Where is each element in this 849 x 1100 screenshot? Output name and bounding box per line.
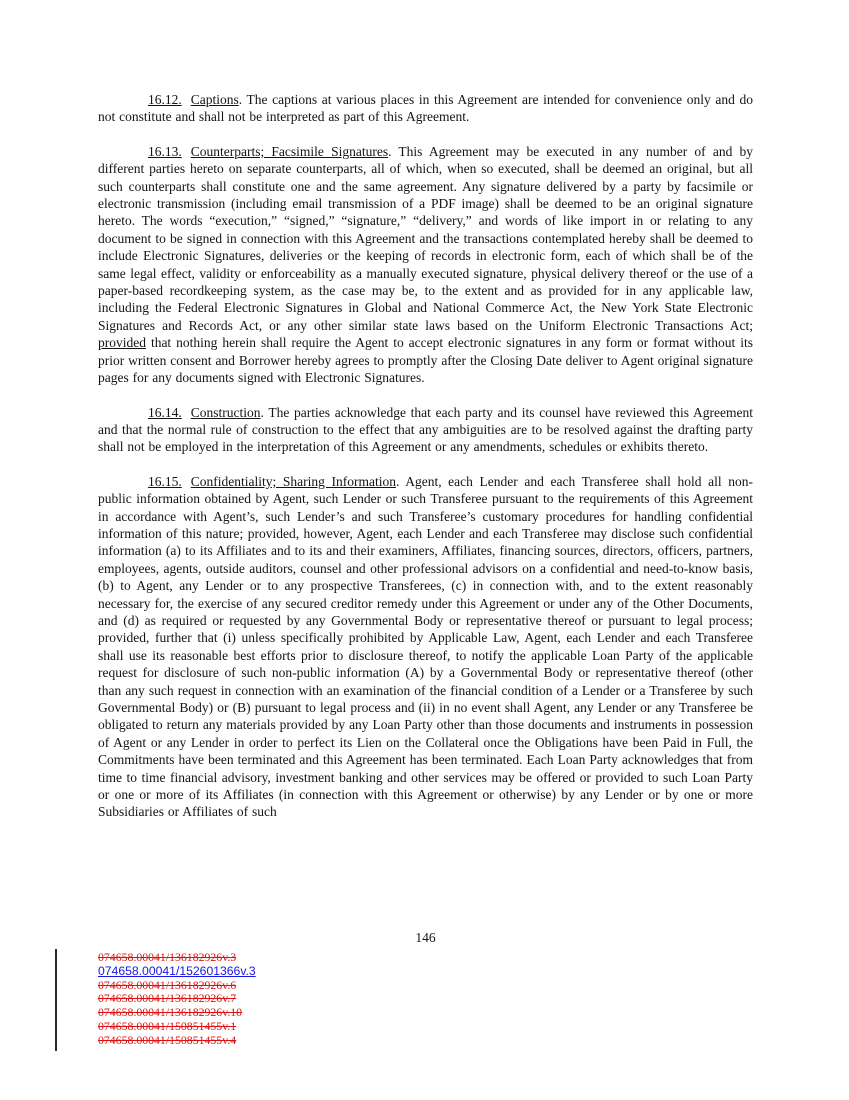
section-number: 16.15.	[148, 473, 182, 489]
doc-stamp: 074658.00041/152601366v.3	[98, 963, 256, 978]
section-number: 16.13.	[148, 143, 182, 159]
doc-stamp: 074658.00041/136182926v.10	[98, 1005, 243, 1020]
section-title: Confidentiality; Sharing Information	[190, 473, 396, 489]
section-16-12	[98, 91, 753, 126]
doc-stamp: 074658.00041/150851455v.4	[98, 1032, 237, 1047]
section-title: Construction	[190, 404, 261, 420]
document-body	[98, 91, 753, 821]
section-text: . Agent, each Lender and each Transferee shall hold all non-public information obtained by Agent, such Lender or such Transferee pursuant to the requirements of this Agreement in accordance with Agent’s, such Lender’s and such Transferee’s customary procedures for handling confidential information of this nature; provided, however, Agent, each Lender and each Transferee may disclose such confidential information (a) to its Affiliates and to its and their examiners, Affiliates, financing sources, directors, officers, partners, employees, agents, outside auditors, counsel and other professional advisors on a confidential and need-to-know basis, (b) to Agent, any Lender or to any prospective Transferees, (c) in connection with, and to the extent reasonably necessary for, the exercise of any secured creditor remedy under this Agreement or under any of the Other Documents, and (d) as required or requested by any Governmental Body or representative thereof or pursuant to legal process; provided, further that (i) unless specifically prohibited by Applicable Law, Agent, each Lender and each Transferee shall use its reasonable best efforts prior to disclosure thereof, to notify the applicable Loan Party of the applicable request for disclosure of such non-public information (A) by a Governmental Body or representative thereof (other than any such request in connection with an examination of the financial condition of a Lender or a Transferee by such Governmental Body) or (B) pursuant to legal process and (ii) in no event shall Agent, any Lender or any Transferee be obligated to return any materials provided by any Loan Party other than those documents and instruments in possession of Agent or any Lender in order to perfect its Lien on the Collateral once the Obligations have been Paid in Full, the Commitments have been terminated and this Agreement has been terminated. Each Loan Party acknowledges that from time to time financial advisory, investment banking and other services may be offered or provided to such Loan Party or one or more of its Affiliates (in connection with this Agreement or otherwise) by any Lender or by one or more Subsidiaries or Affiliates of such	[98, 473, 754, 820]
section-text: . The parties acknowledge that each party and its counsel have reviewed this Agreement and that the normal rule of construction to the effect that any ambiguities are to be resolved against the drafting party shall not be employed in the interpretation of this Agreement or any amendments, schedules or exhibits thereto.	[98, 404, 753, 455]
section-16-13	[98, 143, 753, 387]
section-number: 16.12.	[148, 92, 182, 107]
section-title: Counterparts; Facsimile Signatures	[190, 143, 389, 159]
revision-change-bar	[55, 949, 57, 1051]
doc-stamp: 074658.00041/136182926v.6	[98, 977, 237, 992]
page-number: 146	[415, 930, 436, 945]
section-number: 16.14.	[148, 404, 182, 420]
section-16-14	[98, 404, 753, 456]
doc-stamp: 074658.00041/136182926v.3	[98, 950, 237, 964]
section-text: . This Agreement may be executed in any number of and by different parties hereto on separate counterparts, all of which, when so executed, shall be deemed an original, but all such counterparts shall constitute one and the same agreement. Any signature delivered by a party by facsimile or electronic transmission (including email transmission of a PDF image) shall be deemed to be an original signature hereto. The words “execution,” “signed,” “signature,” “delivery,” and words of like import in or relating to any document to be signed in connection with this Agreement and the transactions contemplated hereby shall be deemed to include Electronic Signatures, deliveries or the keeping of records in electronic form, each of which shall be of the same legal effect, validity or enforceability as a manually executed signature, physical delivery thereof or the use of a paper-based recordkeeping system, as the case may be, to the extent and as provided for in any applicable law, including the Federal Electronic Signatures in Global and National Commerce Act, the New York State Electronic Signatures and Records Act, or any other similar state laws based on the Uniform Electronic Transactions Act; provided that nothing herein shall require the Agent to accept electronic signatures in any form or format without its prior written consent and Borrower hereby agrees to promptly after the Closing Date deliver to Agent original signature pages for any documents signed with Electronic Signatures.	[98, 143, 754, 386]
section-title: Captions	[190, 92, 239, 107]
doc-stamp: 074658.00041/150851455v.1	[98, 1018, 237, 1033]
section-16-15	[98, 473, 753, 821]
section-text: . The captions at various places in this Agreement are intended for convenience only and do not constitute and shall not be interpreted as part of this Agreement.	[98, 92, 753, 125]
doc-stamp: 074658.00041/136182926v.7	[98, 991, 237, 1006]
doc-stamp-list	[98, 951, 256, 1048]
